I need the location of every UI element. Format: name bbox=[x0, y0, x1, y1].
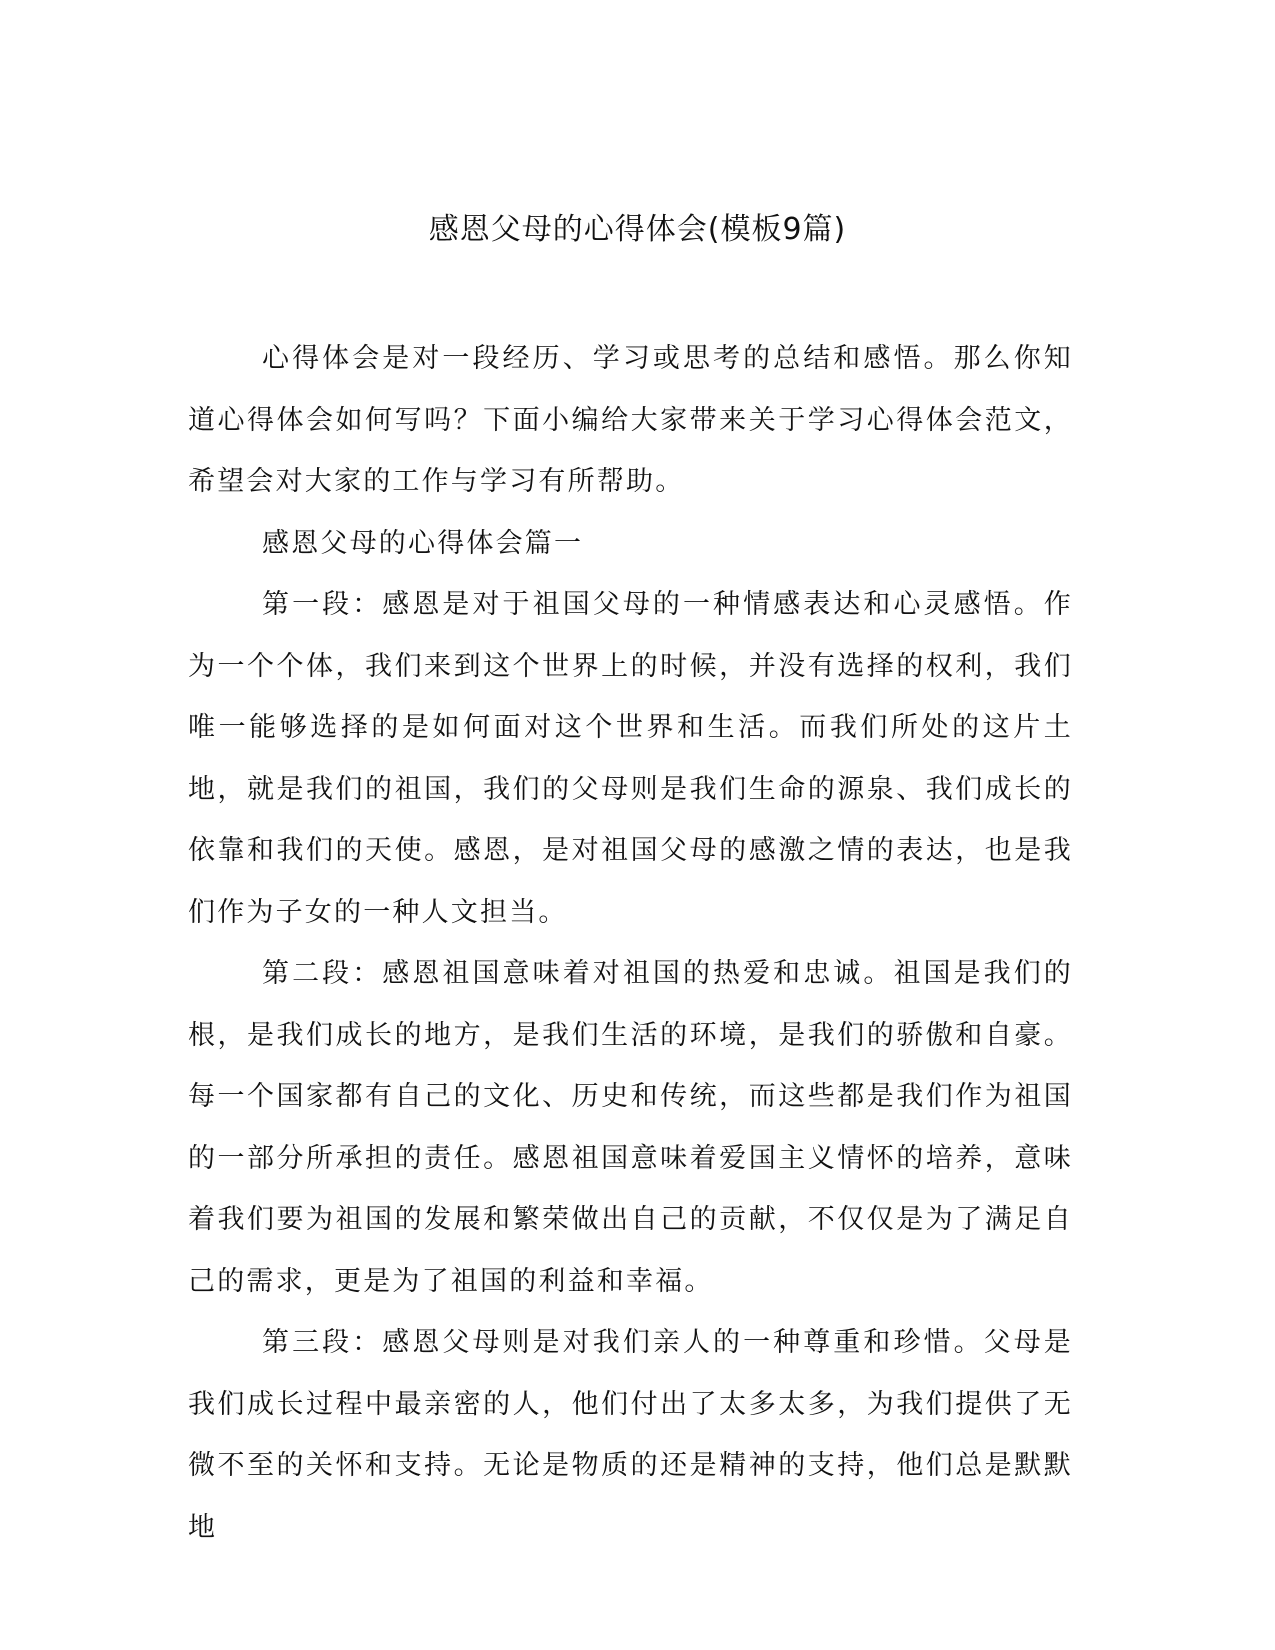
document-body bbox=[188, 328, 1073, 1558]
paragraph-1: 第一段：感恩是对于祖国父母的一种情感表达和心灵感悟。作为一个个体，我们来到这个世界上的时候，并没有选择的权利，我们唯一能够选择的是如何面对这个世界和生活。而我们所处的这片土地，就是我们的祖国，我们的父母则是我们生命的源泉、我们成长的依靠和我们的天使。感恩，是对祖国父母的感激之情的表达，也是我们作为子女的一种人文担当。 bbox=[188, 589, 1073, 928]
section-heading: 感恩父母的心得体会篇一 bbox=[262, 527, 584, 559]
paragraph-2: 第二段：感恩祖国意味着对祖国的热爱和忠诚。祖国是我们的根，是我们成长的地方，是我们生活的环境，是我们的骄傲和自豪。每一个国家都有自己的文化、历史和传统，而这些都是我们作为祖国的一部分所承担的责任。感恩祖国意味着爱国主义情怀的培养，意味着我们要为祖国的发展和繁荣做出自己的贡献，不仅仅是为了满足自己的需求，更是为了祖国的利益和幸福。 bbox=[188, 958, 1073, 1297]
paragraph-3: 第三段：感恩父母则是对我们亲人的一种尊重和珍惜。父母是我们成长过程中最亲密的人，他们付出了太多太多，为我们提供了无微不至的关怀和支持。无论是物质的还是精神的支持，他们总是默默地 bbox=[188, 1327, 1073, 1543]
intro-paragraph: 心得体会是对一段经历、学习或思考的总结和感悟。那么你知道心得体会如何写吗？下面小编给大家带来关于学习心得体会范文，希望会对大家的工作与学习有所帮助。 bbox=[188, 343, 1073, 497]
document-title: 感恩父母的心得体会(模板9篇) bbox=[428, 212, 847, 247]
